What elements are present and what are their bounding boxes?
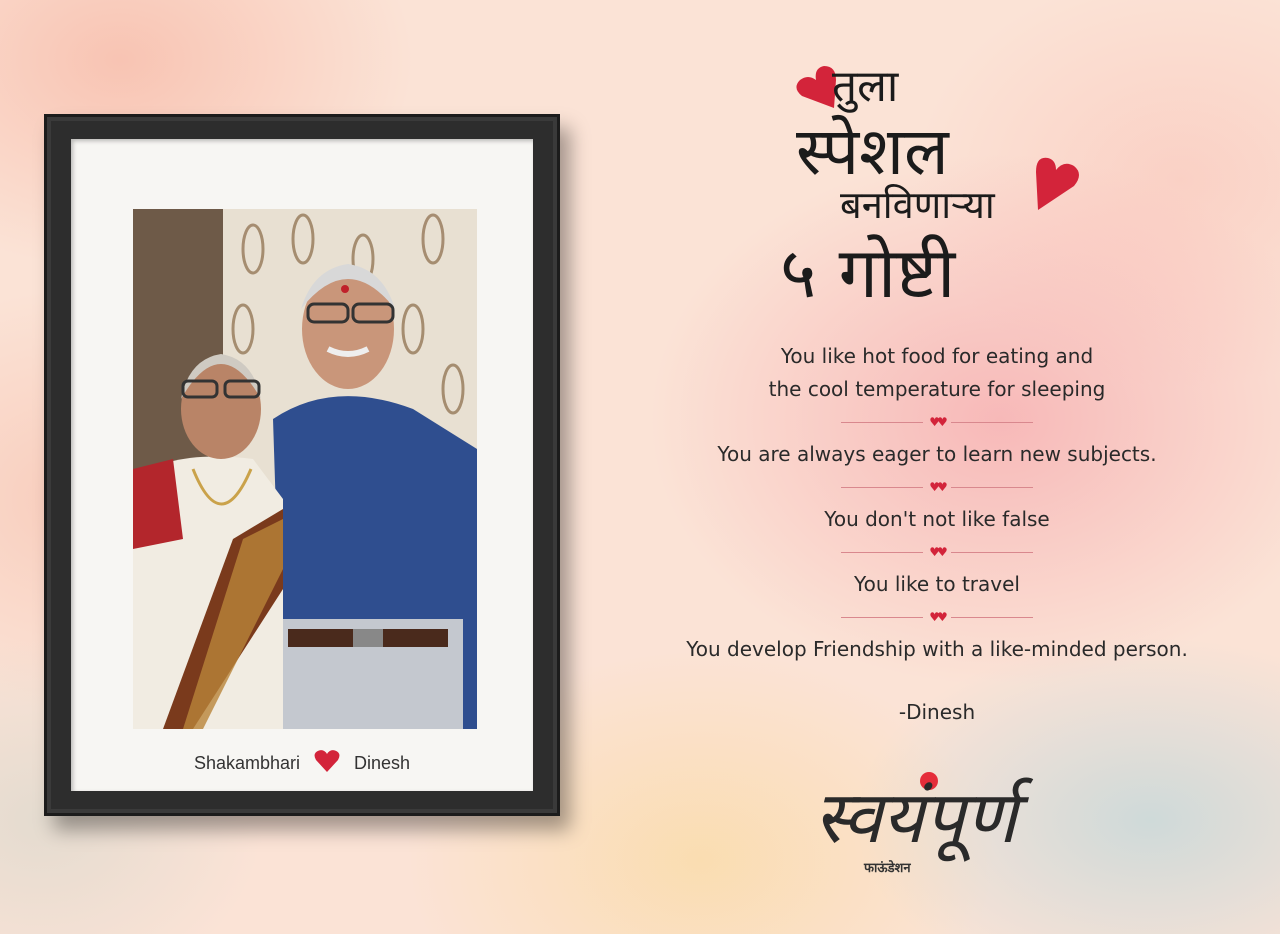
heart-icon	[314, 749, 340, 778]
quality-line: You like hot food for eating and	[780, 344, 1094, 368]
quality-line: You are always eager to learn new subjects.	[717, 442, 1157, 466]
heart-divider	[640, 601, 1234, 633]
qualities-list	[640, 340, 1234, 729]
heart-divider	[640, 406, 1234, 438]
foundation-logo	[800, 760, 1070, 900]
signature: -Dinesh	[898, 700, 976, 724]
quality-line: You don't not like false	[824, 507, 1050, 531]
quality-line: You develop Friendship with a like-minded person.	[686, 637, 1188, 661]
logo-main-text: स्वयंपूर्ण	[814, 775, 1017, 859]
hearts-icon: ♥♥	[929, 545, 945, 559]
title-line-4: ५ गोष्टी	[780, 232, 956, 314]
couple-photo	[133, 209, 477, 729]
heart-icon	[1032, 148, 1084, 214]
title-block	[760, 52, 1090, 314]
photo-frame	[44, 114, 560, 816]
title-line-3: बनविणाऱ्या	[840, 183, 995, 227]
quality-line: You like to travel	[854, 572, 1020, 596]
couple-photo-illustration	[133, 209, 477, 729]
caption-name-left: Shakambhari	[193, 753, 301, 773]
hearts-icon: ♥♥	[929, 415, 945, 429]
caption-name-right: Dinesh	[354, 753, 411, 773]
hearts-icon: ♥♥	[929, 480, 945, 494]
title-line-2: स्पेशल	[796, 113, 949, 190]
hearts-icon: ♥♥	[929, 610, 945, 624]
heart-divider	[640, 536, 1234, 568]
heart-divider	[640, 471, 1234, 503]
title-line-1: तुला	[832, 61, 899, 112]
quality-line: the cool temperature for sleeping	[768, 377, 1106, 401]
caption	[71, 749, 533, 778]
photo-mat	[71, 139, 533, 791]
logo-sub-text: फाऊंडेशन	[864, 861, 911, 876]
